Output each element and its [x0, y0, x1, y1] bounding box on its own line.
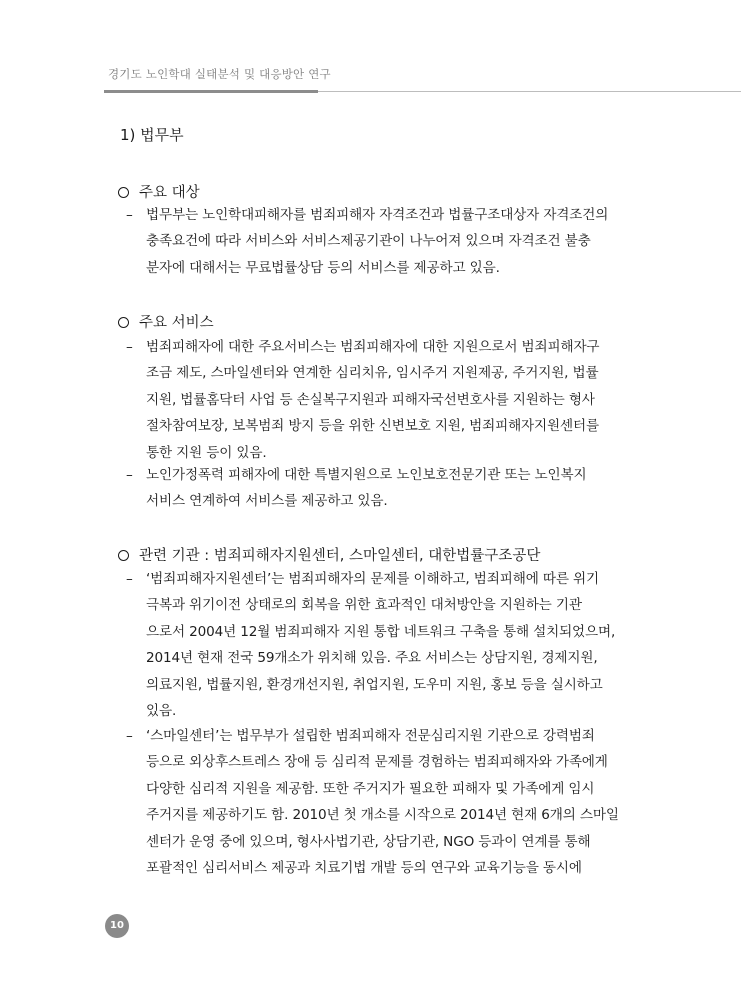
dash-bullet-icon: – — [126, 339, 133, 355]
dash-bullet-icon: – — [126, 571, 133, 587]
text-line: 지원, 법률홈닥터 사업 등 손실복구지원과 피해자국선변호사를 지원하는 형사 — [146, 391, 595, 408]
text-line: 2014년 현재 전국 59개소가 위치해 있음. 주요 서비스는 상담지원, 경제지원, — [146, 650, 598, 667]
text-line: 있음. — [146, 703, 177, 720]
text-line: 범죄피해자에 대한 주요서비스는 범죄피해자에 대한 지원으로서 범죄피해자구 — [146, 339, 600, 355]
text-line: 통한 지원 등이 있음. — [146, 444, 267, 461]
text-line: 분자에 대해서는 무료법률상담 등의 서비스를 제공하고 있음. — [146, 259, 500, 276]
text-line: 주거지를 제공하기도 함. 2010년 첫 개소를 시작으로 2014년 현재 6개의 스마일 — [146, 807, 619, 824]
text-line: 등으로 외상후스트레스 장애 등 심리적 문제를 경험하는 범죄피해자와 가족에게 — [146, 754, 608, 771]
section-title: 1) 법무부 — [120, 126, 184, 144]
text-line: 극복과 위기이전 상태로의 회복을 위한 효과적인 대처방안을 지원하는 기관 — [146, 597, 582, 614]
text-line: 다양한 심리적 지원을 제공함. 또한 주거지가 필요한 피해자 및 가족에게 임시 — [146, 780, 595, 797]
text-line: 으로서 2004년 12월 범죄피해자 지원 통합 네트워크 구축을 통해 설치되었으며, — [146, 623, 616, 640]
page-number: 10 — [105, 914, 129, 938]
header-rule-thick — [104, 90, 318, 93]
bullet-item — [126, 566, 615, 724]
text-line: 센터가 운영 중에 있으며, 형사사법기관, 상담기관, NGO 등과이 연계를 통해 — [146, 833, 591, 850]
block-heading-services — [118, 311, 214, 332]
block-heading-label: 주요 서비스 — [139, 315, 214, 331]
text-line: 법무부는 노인학대피해자를 범죄피해자 자격조건과 법률구조대상자 자격조건의 — [146, 207, 609, 223]
block-heading-agencies — [118, 544, 540, 565]
bullet-item — [126, 334, 599, 466]
text-line: ‘범죄피해자지원센터’는 범죄피해자의 문제를 이해하고, 범죄피해에 따른 위기 — [146, 571, 599, 587]
circle-bullet-icon — [118, 187, 129, 198]
dash-bullet-icon: – — [126, 467, 133, 483]
text-line: 노인가정폭력 피해자에 대한 특별지원으로 노인보호전문기관 또는 노인복지 — [146, 467, 587, 483]
text-line: 충족요건에 따라 서비스와 서비스제공기관이 나누어져 있으며 자격조건 불충 — [146, 233, 591, 250]
bullet-item — [126, 462, 586, 515]
text-line: 의료지원, 법률지원, 환경개선지원, 취업지원, 도우미 지원, 홍보 등을 실시하고 — [146, 676, 603, 693]
circle-bullet-icon — [118, 550, 129, 561]
text-line: 포괄적인 심리서비스 제공과 치료기법 개발 등의 연구와 교육기능을 동시에 — [146, 860, 582, 877]
block-heading-target — [118, 181, 200, 202]
text-line: 조금 제도, 스마일센터와 연계한 심리치유, 임시주거 지원제공, 주거지원, 법률 — [146, 365, 599, 382]
text-line: 서비스 연계하여 서비스를 제공하고 있음. — [146, 493, 388, 510]
bullet-item — [126, 723, 619, 881]
block-heading-label: 관련 기관 : 범죄피해자지원센터, 스마일센터, 대한법률구조공단 — [139, 548, 541, 564]
text-line: 절차참여보장, 보복범죄 방지 등을 위한 신변보호 지원, 범죄피해자지원센터를 — [146, 418, 599, 435]
dash-bullet-icon: – — [126, 207, 133, 223]
bullet-item — [126, 202, 608, 281]
header-rule-thin — [318, 91, 741, 92]
dash-bullet-icon: – — [126, 728, 133, 744]
block-heading-label: 주요 대상 — [139, 185, 200, 201]
text-line: ‘스마일센터’는 법무부가 설립한 범죄피해자 전문심리지원 기관으로 강력범죄 — [146, 728, 595, 744]
circle-bullet-icon — [118, 317, 129, 328]
running-header: 경기도 노인학대 실태분석 및 대응방안 연구 — [108, 67, 331, 81]
